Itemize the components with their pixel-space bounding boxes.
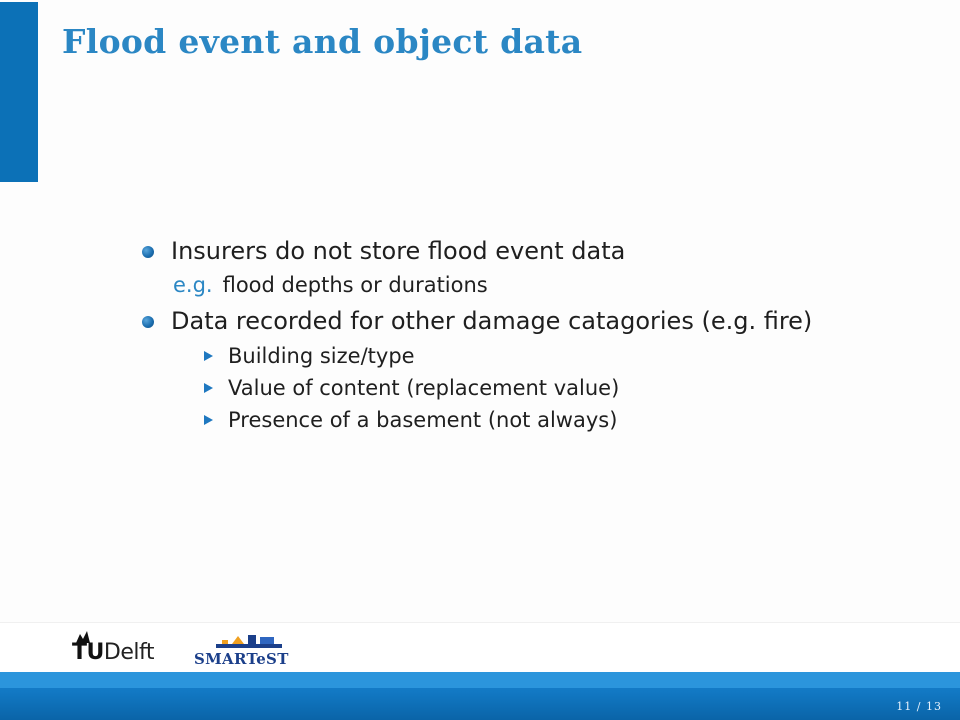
bullet-text: Insurers do not store flood event data [171, 237, 626, 265]
example-label: e.g. [173, 273, 213, 297]
bullet-item-1 [142, 234, 922, 268]
bottom-bar [0, 672, 960, 720]
smartest-wordmark: SMARTeST [194, 650, 289, 668]
bullet-text: Data recorded for other damage catagories (e.g. fire) [171, 307, 813, 335]
example-line [142, 270, 922, 300]
sub-bullet-text: Presence of a basement (not always) [228, 408, 618, 432]
sub-bullet-item [142, 404, 922, 436]
triangle-bullet-icon [204, 383, 213, 393]
bullet-icon [142, 316, 154, 328]
bullet-item-2 [142, 304, 922, 338]
triangle-bullet-icon [204, 415, 213, 425]
sub-bullet-text: Building size/type [228, 344, 415, 368]
page-number: 11 / 13 [896, 700, 942, 713]
smartest-logo [194, 632, 304, 672]
slide-content [142, 234, 922, 436]
sub-bullet-item [142, 372, 922, 404]
bullet-icon [142, 246, 154, 258]
slide-title: Flood event and object data [62, 22, 583, 61]
sub-bullet-list [142, 340, 922, 436]
sub-bullet-item [142, 340, 922, 372]
triangle-bullet-icon [204, 351, 213, 361]
title-accent-bar [0, 2, 38, 182]
bottom-bar-highlight [0, 672, 960, 688]
houses-icon [216, 632, 282, 650]
tudelft-wordmark: TUDelft [72, 640, 154, 665]
sub-bullet-text: Value of content (replacement value) [228, 376, 620, 400]
example-text: flood depths or durations [222, 273, 488, 297]
